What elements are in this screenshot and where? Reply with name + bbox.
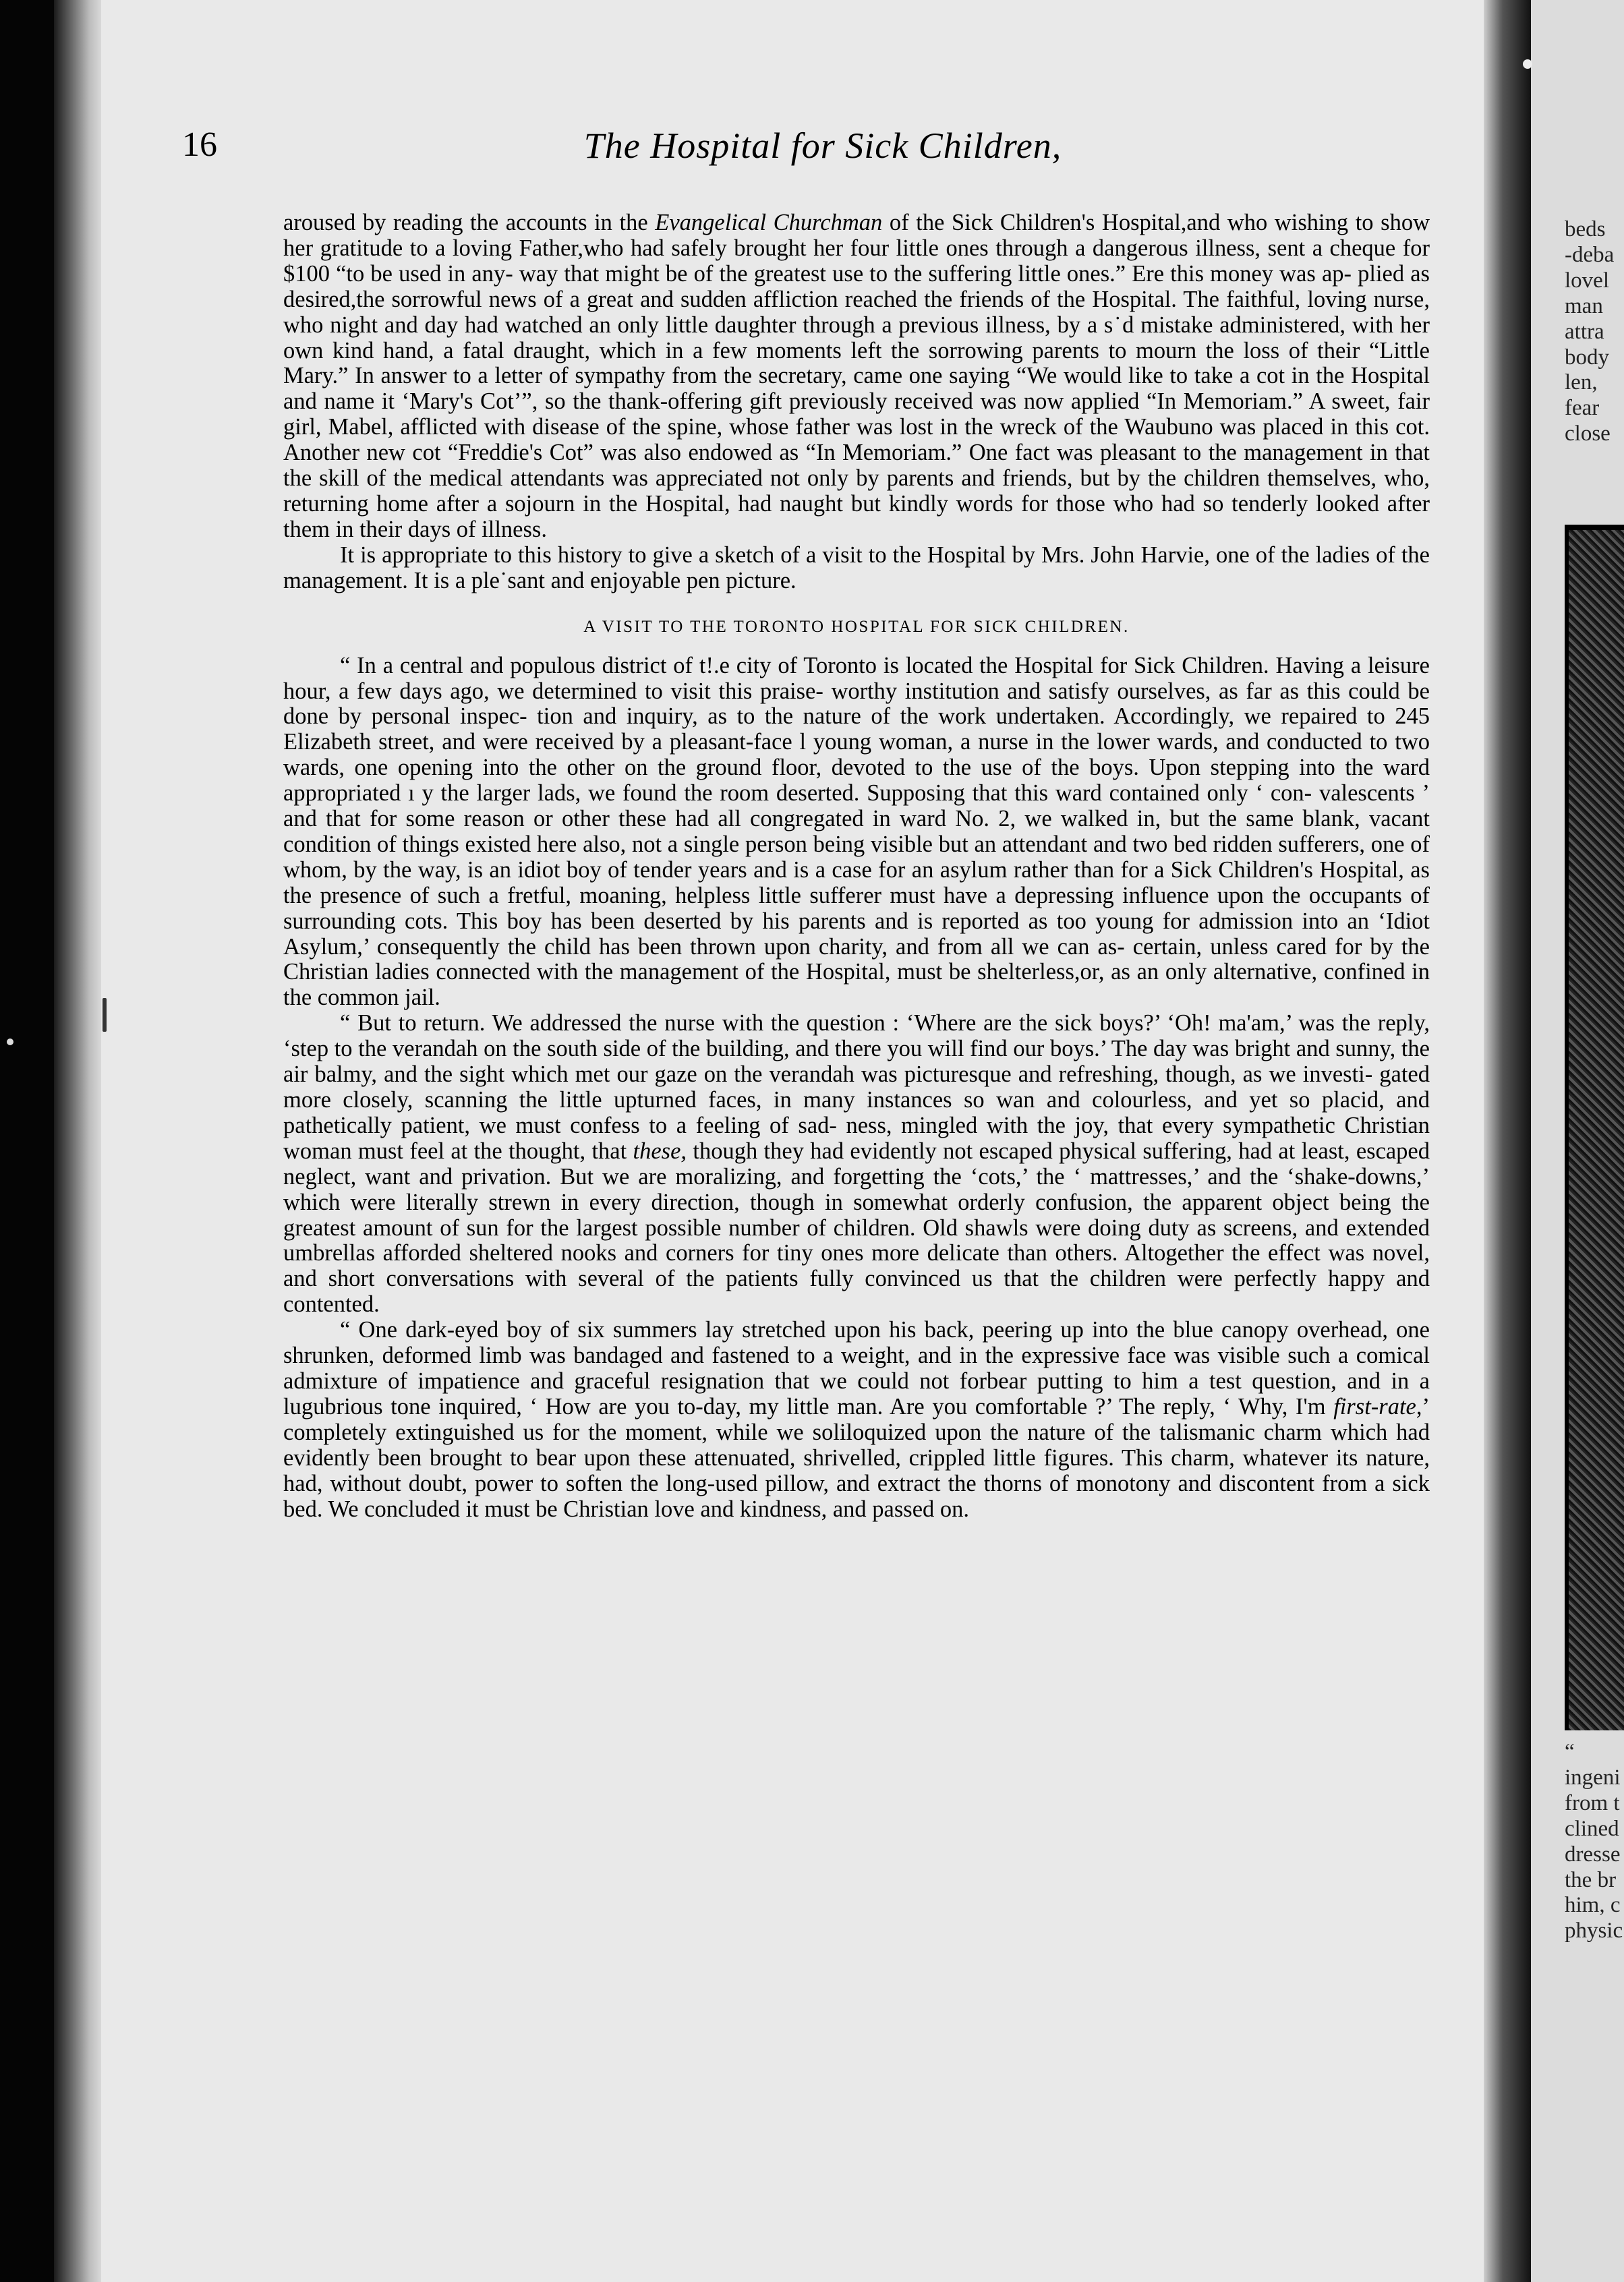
text-fragment: len,	[1565, 370, 1598, 395]
text-fragment: physic	[1565, 1919, 1623, 1943]
text-fragment: from t	[1565, 1790, 1620, 1815]
text-fragment: close	[1565, 421, 1611, 446]
book-spine-edge	[54, 0, 101, 2282]
adjacent-text-top	[1565, 217, 1614, 447]
page-number: 16	[182, 125, 217, 164]
paragraph: “ In a central and populous district of t!.e city of Toronto is located the Hospital for Sick Children. Having a leisure hour, a few days ago, we determined to visit this praise- worthy institution and satisfy ourselves, as far as this could be done by personal inspec- tion and inquiry, as to the nature of the work undertaken. Accordingly, we repaired to 245 Elizabeth street, and were received by a pleasant-face l young woman, a nurse in the lower wards, and conducted to two wards, one opening into the other on the ground floor, devoted to the use of the boys. Upon stepping into the ward appropriated ı y the larger lads, we found the room deserted. Supposing that this ward contained only ‘ con- valescents ’ and that for some reason or other these had all congregated in ward No. 2, we walked in, but the same blank, vacant condition of things existed here also, not a single person being visible but an attendant and two bed ridden sufferers, one of whom, by the way, is an idiot boy of tender years and is a case for an asylum rather than for a Sick Children's Hospital, as the presence of such a fretful, moaning, helpless little sufferer must have a depressing influence upon the occupants of surrounding cots. This boy has been deserted by his parents and is reported as too young for admission into an ‘Idiot Asylum,’ consequently the child has been thrown upon charity, and from all we can as- certain, unless cared for by the Christian ladies connected with the management of the Hospital, must be shelterless,or, as an only alternative, confined in the common jail.	[283, 652, 1430, 1011]
scan-speck	[1523, 59, 1532, 69]
text-fragment: clined	[1565, 1816, 1619, 1841]
text-fragment: fear	[1565, 396, 1600, 421]
paragraph: aroused by reading the accounts in the Evangelical Churchman of the Sick Children's Hospital,and who wishing to show her gratitude to a loving Father,who had safely brought her four little ones through a dangerous illness, sent a cheque for $100 “to be used in any- way that might be of the greatest use to the suffering little ones.” Ere this money was ap- plied as desired,the sorrowful news of a great and sudden affliction reached the friends of the Hospital. The faithful, loving nurse, who night and day had watched an only little daughter through a previous illness, by a s˙d mistake administered, with her own kind hand, a fatal draught, which in a few moments left the sorrowing parents to mourn the loss of their “Little Mary.” In answer to a letter of sympathy from the secretary, came one saying “We would like to take a cot in the Hospital and name it ‘Mary's Cot’”, so the thank-offering gift previously received was now applied “In Memoriam.” A sweet, fair girl, Mabel, afflicted with disease of the spine, whose father was lost in the wreck of the Waubuno was placed in this cot. Another new cot “Freddie's Cot” was also endowed as “In Memoriam.” One fact was pleasant to the management in that the skill of the medical attendants was appreciated not only by parents and friends, but by the children themselves, who, returning home after a sojourn in the Hospital, had naught but kindly words for those who had so tenderly looked after them in their days of illness.	[283, 210, 1430, 542]
section-heading: A VISIT TO THE TORONTO HOSPITAL FOR SICK CHILDREN.	[583, 617, 1130, 636]
paragraph: It is appropriate to this history to give a sketch of a visit to the Hospital by Mrs. John Harvie, one of the ladies of the management. It is a ple˙sant and enjoyable pen picture.	[283, 542, 1430, 593]
text-fragment: man	[1565, 293, 1603, 318]
margin-mark	[103, 998, 107, 1032]
text-fragment: the br	[1565, 1867, 1617, 1892]
text-fragment: “	[1565, 1740, 1575, 1764]
text-fragment: him, c	[1565, 1893, 1621, 1918]
text-fragment: beds	[1565, 217, 1606, 241]
text-fragment: ingeni	[1565, 1765, 1621, 1790]
text-fragment: -deba	[1565, 242, 1615, 267]
emphasis: first-rate,	[1333, 1393, 1422, 1420]
adjacent-page	[1531, 0, 1624, 2282]
page-gutter	[1484, 0, 1531, 2282]
engraving-illustration	[1565, 525, 1624, 1730]
text-fragment: dresse	[1565, 1842, 1621, 1867]
article-body	[283, 210, 1430, 1522]
paragraph: “ But to return. We addressed the nurse with the question : ‘Where are the sick boys?’ ‘Oh! ma'am,’ was the reply, ‘step to the verandah on the south side of the building, and there you will find our boys.’ The day was bright and sunny, the air balmy, and the sight which met our gaze on the verandah was picturesque and refreshing, though, as we investi- gated more closely, scanning the little upturned faces, in many instances so wan and colourless, and yet so placid, and pathetically patient, we must confess to a feeling of sad- ness, mingled with the joy, that every sympathetic Christian woman must feel at the thought, that these, though they had evidently not escaped physical suffering, had at least, escaped neglect, want and privation. But we are moralizing, and forgetting the ‘cots,’ the ‘ mattresses,’ and the ‘shake-downs,’ which were literally strewn in every direction, though in somewhat orderly confusion, the apparent object being the greatest amount of sun for the largest possible number of children. Old shawls were doing duty as screens, and extended umbrellas afforded sheltered nooks and corners for tiny ones more delicate than others. Altogether the effect was novel, and short conversations with several of the patients fully convinced us that the children were perfectly happy and contented.	[283, 1010, 1430, 1318]
scan-speck	[7, 1038, 13, 1045]
text-fragment: body	[1565, 345, 1609, 370]
emphasis: these,	[633, 1138, 687, 1164]
text-fragment: attra	[1565, 319, 1604, 344]
paragraph: “ One dark-eyed boy of six summers lay stretched upon his back, peering up into the blue canopy overhead, one shrunken, deformed limb was bandaged and fastened to a weight, and in the expressive face was visible such a comical admixture of impatience and graceful resignation that we could not forbear putting to him a test question, and in a lugubrious tone inquired, ‘ How are you to-day, my little man. Are you comfortable ?’ The reply, ‘ Why, I'm first-rate,’ completely extinguished us for the moment, while we soliloquized upon the nature of the talismanic charm which had evidently been brought to bear upon these attenuated, shrivelled, crippled little figures. This charm, whatever its nature, had, without doubt, power to soften the long-used pillow, and extract the thorns of monotony and discontent from a sick bed. We concluded it must be Christian love and kindness, and passed on.	[283, 1317, 1430, 1522]
text-fragment: lovel	[1565, 268, 1609, 293]
running-title: The Hospital for Sick Children,	[583, 125, 1062, 166]
adjacent-text-bottom	[1565, 1740, 1623, 1944]
page-header	[182, 125, 1463, 179]
publication-title: Evangelical Churchman	[655, 210, 883, 235]
